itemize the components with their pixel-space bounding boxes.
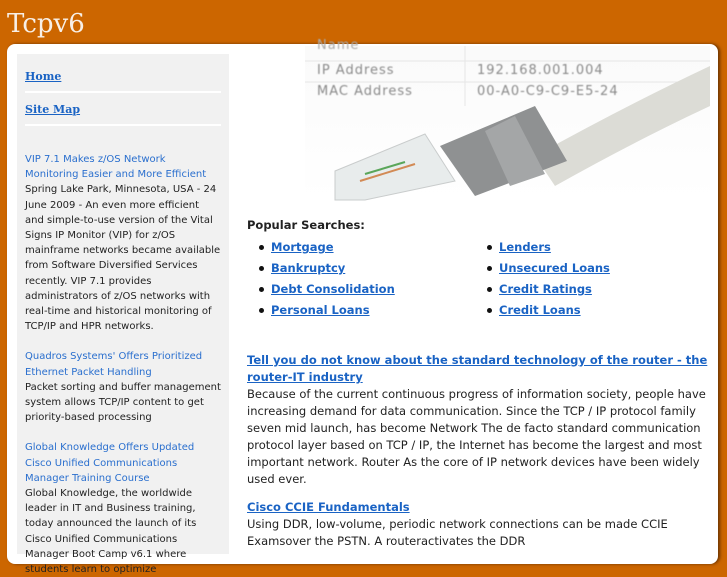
network-cable-banner-image: [305, 38, 710, 200]
search-link-credit-ratings[interactable]: Credit Ratings: [499, 282, 592, 296]
news-title-link[interactable]: Quadros Systems' Offers Prioritized Ethernet Packet Handling: [25, 351, 203, 378]
sidebar: [17, 54, 229, 576]
search-link-lenders[interactable]: Lenders: [499, 240, 551, 254]
search-link-credit-loans[interactable]: Credit Loans: [499, 303, 581, 317]
main-content: [247, 215, 717, 550]
ethernet-cable-icon: [305, 38, 710, 200]
article-title-link[interactable]: Tell you do not know about the standard technology of the router - the router-IT industry: [247, 353, 708, 384]
news-body: Global Knowledge, the worldwide leader in IT and Business training, today announced the launch of its Cisco Unified Communications Manager Boot Camp v6.1 where students learn to optimize: [25, 488, 197, 576]
news-body: Packet sorting and buffer management system allows TCP/IP content to get priority-based processing: [25, 381, 221, 424]
article-body: Because of the current continuous progress of information society, people have increasing demand for data communication. Since the TCP / IP protocol family seven mid launch, has become Network The de facto standard communication protocol layer based on TCP / IP, the Internet has become the largest and most important network. Router As the core of IP network devices have been widely used ever.: [247, 387, 706, 486]
search-link-debt-consolidation[interactable]: Debt Consolidation: [271, 282, 395, 296]
search-link-personal-loans[interactable]: Personal Loans: [271, 303, 370, 317]
popular-searches-right: [475, 240, 703, 324]
search-link-mortgage[interactable]: Mortgage: [271, 240, 334, 254]
nav-home-link[interactable]: Home: [25, 69, 221, 93]
nav-site-map-link[interactable]: Site Map: [25, 102, 221, 126]
popular-searches-left: [247, 240, 475, 324]
article: [247, 499, 717, 550]
news-title-link[interactable]: Global Knowledge Offers Updated Cisco Unified Communications Manager Training Course: [25, 442, 195, 484]
news-item: [25, 349, 221, 425]
news-item: [25, 440, 221, 577]
ip-label: IP Address: [317, 63, 395, 78]
site-title: Tcpv6: [7, 9, 85, 39]
news-body: Spring Lake Park, Minnesota, USA - 24 June 2009 - An even more efficient and simple-to-use version of the Vital Signs IP Monitor (VIP) for z/OS mainframe networks became available from Software Diversified Services recently. VIP 7.1 provides administrators of z/OS networks with real-time and historical monitoring of TCP/IP and HPR networks.: [25, 184, 221, 333]
news-title-link[interactable]: VIP 7.1 Makes z/OS Network Monitoring Easier and More Efficient: [25, 154, 207, 181]
search-link-bankruptcy[interactable]: Bankruptcy: [271, 261, 346, 275]
network-info-table: Name IP Address 192.168.001.004 MAC Address 00-A0-C9-C9-E5-24: [317, 38, 619, 99]
article-body: Using DDR, low-volume, periodic network connections can be made CCIE Examsover the PSTN. A routeractivates the DDR: [247, 517, 668, 548]
news-item: [25, 152, 221, 334]
popular-searches-heading: Popular Searches:: [247, 218, 365, 232]
popular-searches: [247, 240, 717, 324]
ip-value: 192.168.001.004: [477, 63, 604, 78]
news-list: [25, 152, 221, 577]
search-link-unsecured-loans[interactable]: Unsecured Loans: [499, 261, 610, 275]
mac-label: MAC Address: [317, 84, 413, 99]
article: [247, 352, 717, 488]
mac-value: 00-A0-C9-C9-E5-24: [477, 84, 619, 99]
article-title-link[interactable]: Cisco CCIE Fundamentals: [247, 500, 410, 514]
